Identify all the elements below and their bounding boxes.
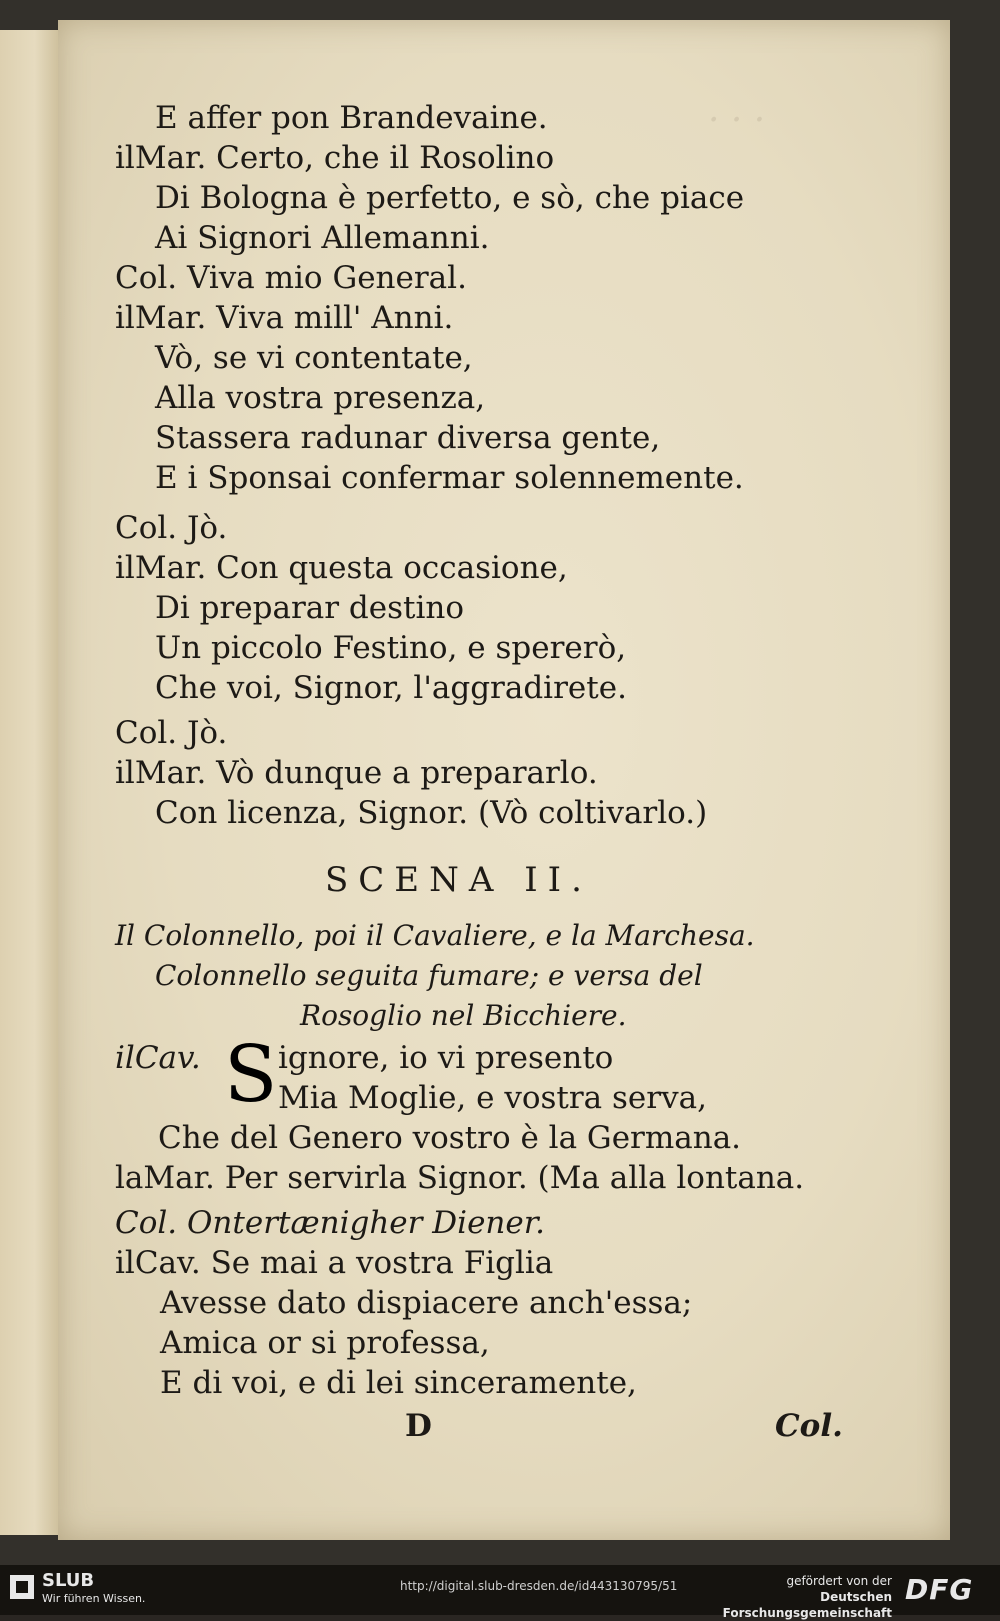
text-line: Alla vostra presenza,	[155, 380, 486, 416]
speaker-name: ilCav.	[115, 1040, 201, 1076]
funding-note	[680, 1573, 892, 1621]
scene-heading: SCENA II.	[325, 860, 592, 900]
drop-cap: S	[224, 1030, 278, 1120]
text-line: ignore, io vi presento	[278, 1040, 614, 1076]
library-name[interactable]: SLUB	[42, 1570, 95, 1591]
text-line: Stassera radunar diversa gente,	[155, 420, 661, 456]
text-line: Mia Moglie, e vostra serva,	[278, 1080, 707, 1116]
text-line: ilMar. Con questa occasione,	[115, 550, 568, 586]
text-line: laMar. Per servirla Signor. (Ma alla lontana.	[115, 1160, 805, 1196]
catchword: Col.	[775, 1408, 843, 1444]
text-line: ilMar. Viva mill' Anni.	[115, 300, 454, 336]
speaker-label	[115, 1040, 201, 1076]
text-line: Amica or si professa,	[160, 1325, 490, 1361]
text-line: Di preparar destino	[155, 590, 465, 626]
source-url-link[interactable]: http://digital.slub-dresden.de/id443130795/51	[400, 1579, 678, 1593]
text-line: ilMar. Vò dunque a prepararlo.	[115, 755, 598, 791]
text-line: Avesse dato dispiacere anch'essa;	[160, 1285, 693, 1321]
funding-line-1: gefördert von der	[786, 1574, 892, 1588]
text-line: Con licenza, Signor. (Vò coltivarlo.)	[155, 795, 708, 831]
funding-line-2: Deutschen Forschungsgemeinschaft	[722, 1590, 892, 1620]
text-line: Col. Jò.	[115, 715, 228, 751]
text-line: ilMar. Certo, che il Rosolino	[115, 140, 555, 176]
text-line: E affer pon Brandevaine.	[155, 100, 548, 136]
text-line: Un piccolo Festino, e spererò,	[155, 630, 627, 666]
dfg-logo[interactable]: DFG	[905, 1573, 974, 1606]
text-line: Che voi, Signor, l'aggradirete.	[155, 670, 627, 706]
text-line: Che del Genero vostro è la Germana.	[158, 1120, 742, 1156]
text-line: Di Bologna è perfetto, e sò, che piace	[155, 180, 745, 216]
text-line: E di voi, e di lei sinceramente,	[160, 1365, 637, 1401]
viewer-footer	[0, 1565, 1000, 1620]
slub-logo-icon	[10, 1575, 34, 1599]
text-line: Vò, se vi contentate,	[155, 340, 473, 376]
text-line: Col. Viva mio General.	[115, 260, 467, 296]
text-line: E i Sponsai confermar solennemente.	[155, 460, 744, 496]
stage-direction: Colonnello seguita fumare; e versa del	[155, 959, 703, 992]
stage-direction: Rosoglio nel Bicchiere.	[300, 999, 627, 1032]
text-line: Col. Jò.	[115, 510, 228, 546]
library-tagline: Wir führen Wissen.	[42, 1592, 146, 1605]
facing-page-edge	[0, 30, 60, 1535]
show-through: · · ·	[708, 100, 766, 141]
text-line: ilCav. Se mai a vostra Figlia	[115, 1245, 554, 1281]
stage-direction: Il Colonnello, poi il Cavaliere, e la Marchesa.	[115, 919, 755, 952]
text-line: Ai Signori Allemanni.	[155, 220, 490, 256]
signature-mark: D	[405, 1408, 432, 1444]
text-line: Col. Ontertænigher Diener.	[115, 1205, 546, 1241]
